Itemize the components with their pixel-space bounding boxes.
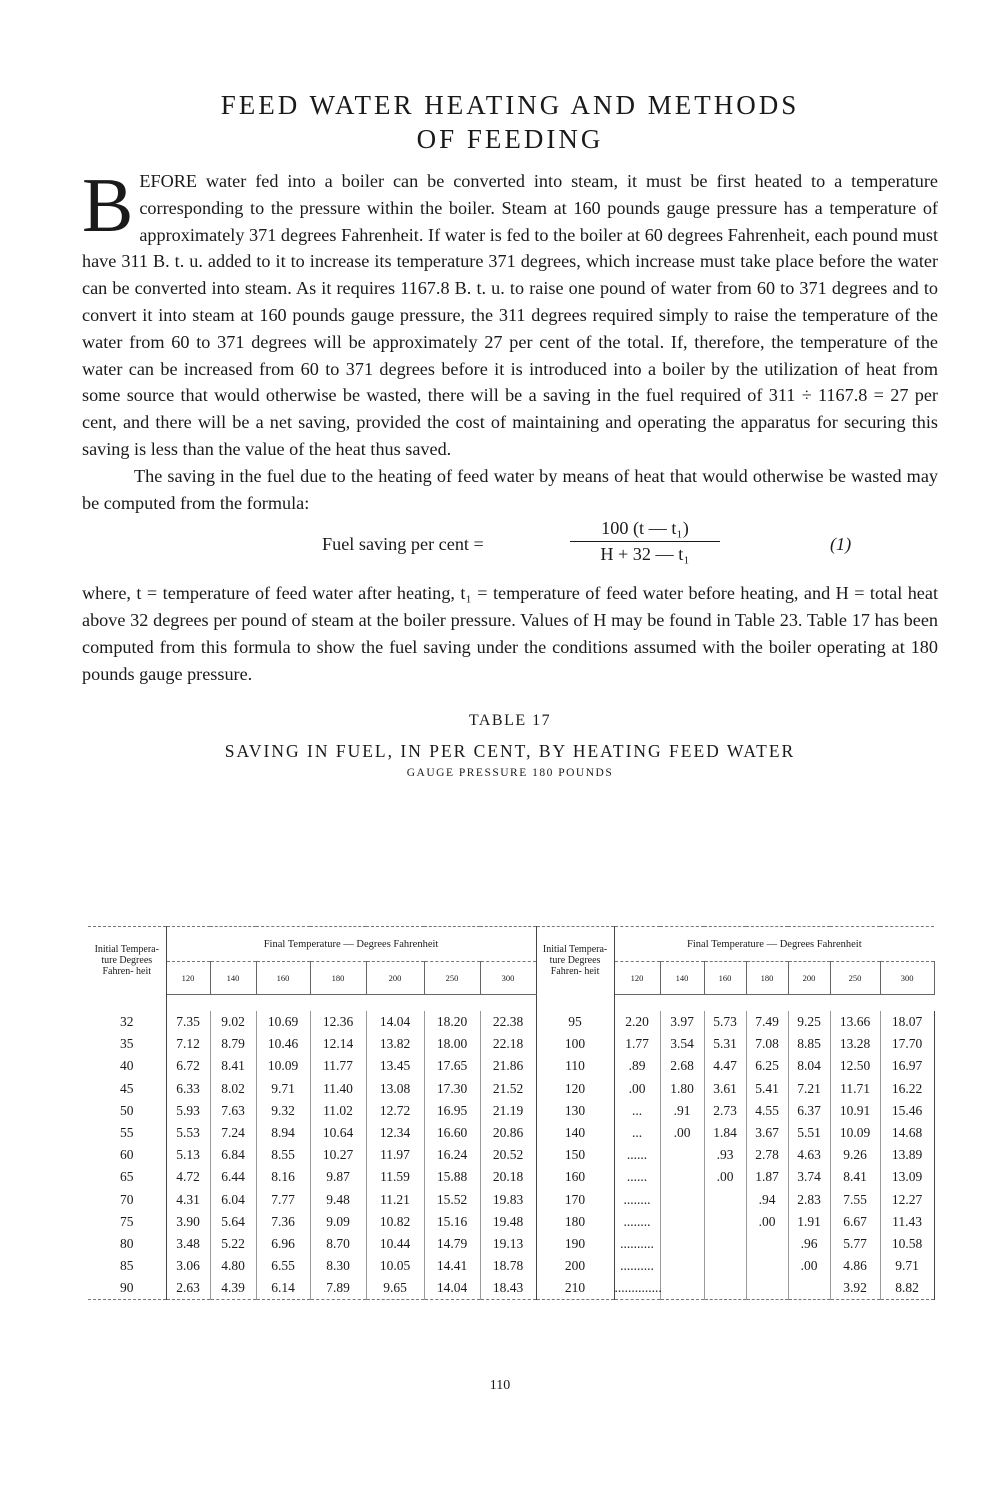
saving-value-cell: 4.31 (166, 1189, 210, 1211)
page-number: 110 (489, 1378, 511, 1393)
saving-value-cell: 8.70 (310, 1233, 366, 1255)
saving-value-cell: 18.78 (480, 1255, 536, 1277)
saving-value-cell: 2.83 (788, 1189, 830, 1211)
table-row (88, 1100, 934, 1122)
paragraph-1-text: EFORE water fed into a boiler can be converted into steam, it must be first heated to a temperature corresponding to the pressure within the boiler. Steam at 160 pounds gauge pressure has a temperature of approximately 371 degrees Fahrenheit. If water is fed to the boiler at 60 degrees Fahrenheit, each pound must have 311 B. t. u. added to it to increase its temperature 371 degrees, which increase must take place before the water can be converted into steam. As it requires 1167.8 B. t. u. to raise one pound of water from 60 to 371 degrees and to convert it into steam at 160 pounds gauge pressure, the 311 degrees required simply to raise the temperature of the water from 60 to 371 degrees will be approximately 27 per cent of the total. If, therefore, the temperature of the water can be increased from 60 to 371 degrees before it is introduced into a boiler by the utilization of heat from some source that would otherwise be wasted, there will be a saving in the fuel required of 311 ÷ 1167.8 = 27 per cent, and there will be a net saving, provided the cost of maintaining and operating the apparatus for securing this saving is less than the value of the heat thus saved. (82, 171, 938, 459)
saving-value-cell: 13.66 (830, 1011, 880, 1033)
saving-value-cell: 16.60 (424, 1122, 480, 1144)
saving-value-cell: .......... (614, 1255, 660, 1277)
saving-value-cell: 3.61 (704, 1078, 746, 1100)
initial-temp-cell: 170 (536, 1189, 614, 1211)
initial-temp-cell: 150 (536, 1144, 614, 1166)
saving-value-cell: 8.85 (788, 1033, 830, 1055)
saving-value-cell: 15.46 (880, 1100, 934, 1122)
saving-value-cell (660, 1144, 704, 1166)
saving-value-cell: .............. (614, 1277, 660, 1300)
saving-value-cell: 8.55 (256, 1144, 310, 1166)
saving-value-cell: 11.97 (366, 1144, 424, 1166)
initial-temp-cell: 55 (88, 1122, 166, 1144)
saving-value-cell: 7.55 (830, 1189, 880, 1211)
initial-temp-cell: 80 (88, 1233, 166, 1255)
saving-value-cell: 16.97 (880, 1055, 934, 1077)
saving-value-cell: 5.13 (166, 1144, 210, 1166)
table-spacer-row (88, 995, 934, 1012)
paragraph-1 (82, 162, 938, 463)
saving-value-cell: 13.45 (366, 1055, 424, 1077)
saving-value-cell: 8.30 (310, 1255, 366, 1277)
saving-value-cell: 16.22 (880, 1078, 934, 1100)
saving-value-cell: 13.28 (830, 1033, 880, 1055)
initial-temp-cell: 160 (536, 1166, 614, 1188)
saving-value-cell: 5.22 (210, 1233, 256, 1255)
saving-value-cell: ... (614, 1100, 660, 1122)
saving-value-cell: 6.96 (256, 1233, 310, 1255)
saving-value-cell: 12.34 (366, 1122, 424, 1144)
final-temp-col-header: 250 (830, 962, 880, 995)
final-temp-col-header: 160 (704, 962, 746, 995)
saving-value-cell: 13.89 (880, 1144, 934, 1166)
saving-value-cell: 16.24 (424, 1144, 480, 1166)
table-subtitle: GAUGE PRESSURE 180 POUNDS (406, 766, 614, 779)
saving-value-cell: 18.00 (424, 1033, 480, 1055)
final-temp-col-header: 140 (660, 962, 704, 995)
formula-numerator: 100 (t — t₁) (570, 516, 720, 542)
saving-value-cell: .96 (788, 1233, 830, 1255)
saving-value-cell: .00 (614, 1078, 660, 1100)
saving-value-cell: 3.97 (660, 1011, 704, 1033)
paragraph-3: where, t = temperature of feed water after heating, t₁ = temperature of feed water before heating, and H = total heat above 32 degrees per pound of steam at the boiler pressure. Values of H may be found in Table 23. Table 17 has been computed from this formula to show the fuel saving under the conditions assumed with the boiler operating at 180 pounds gauge pressure. (82, 583, 938, 684)
saving-value-cell: 5.41 (746, 1078, 788, 1100)
final-temp-header-left: Final Temperature — Degrees Fahrenheit (166, 927, 536, 962)
initial-temp-cell: 180 (536, 1211, 614, 1233)
saving-value-cell: 5.77 (830, 1233, 880, 1255)
table-row (88, 1277, 934, 1300)
saving-value-cell: .00 (660, 1122, 704, 1144)
saving-value-cell: 5.64 (210, 1211, 256, 1233)
saving-value-cell: 2.78 (746, 1144, 788, 1166)
page-title (82, 88, 938, 156)
saving-value-cell: 6.04 (210, 1189, 256, 1211)
saving-value-cell: 17.65 (424, 1055, 480, 1077)
saving-value-cell: 19.13 (480, 1233, 536, 1255)
table-title: SAVING IN FUEL, IN PER CENT, BY HEATING FEED WATER (224, 740, 796, 761)
saving-value-cell: 11.02 (310, 1100, 366, 1122)
saving-value-cell: 9.65 (366, 1277, 424, 1300)
final-temp-col-header: 120 (614, 962, 660, 995)
saving-value-cell (660, 1255, 704, 1277)
table-row (88, 1122, 934, 1144)
saving-value-cell: 4.55 (746, 1100, 788, 1122)
table-row (88, 1189, 934, 1211)
saving-value-cell (704, 1255, 746, 1277)
saving-value-cell: 5.73 (704, 1011, 746, 1033)
initial-temp-cell: 130 (536, 1100, 614, 1122)
saving-value-cell: 3.06 (166, 1255, 210, 1277)
final-temp-col-header: 120 (166, 962, 210, 995)
saving-value-cell: 9.02 (210, 1011, 256, 1033)
saving-value-cell: 21.52 (480, 1078, 536, 1100)
saving-value-cell: 4.47 (704, 1055, 746, 1077)
saving-value-cell (788, 1277, 830, 1300)
table-row (88, 1233, 934, 1255)
saving-value-cell: 3.67 (746, 1122, 788, 1144)
saving-value-cell: 12.50 (830, 1055, 880, 1077)
saving-value-cell: 20.52 (480, 1144, 536, 1166)
table-row (88, 1144, 934, 1166)
saving-value-cell: 7.89 (310, 1277, 366, 1300)
saving-value-cell: 16.95 (424, 1100, 480, 1122)
formula-number: (1) (830, 534, 852, 555)
saving-value-cell (660, 1211, 704, 1233)
final-temp-col-header: 300 (880, 962, 934, 995)
saving-value-cell: 22.18 (480, 1033, 536, 1055)
saving-value-cell: 4.39 (210, 1277, 256, 1300)
initial-temp-header-left: Initial Tempera- ture Degrees Fahren- heit (88, 927, 166, 995)
saving-value-cell: 15.88 (424, 1166, 480, 1188)
saving-value-cell: .93 (704, 1144, 746, 1166)
table-row (88, 1011, 934, 1033)
saving-value-cell: 10.27 (310, 1144, 366, 1166)
saving-value-cell (704, 1277, 746, 1300)
initial-temp-cell: 75 (88, 1211, 166, 1233)
saving-value-cell: 4.72 (166, 1166, 210, 1188)
saving-value-cell: 10.44 (366, 1233, 424, 1255)
saving-value-cell: 17.70 (880, 1033, 934, 1055)
title-line-2: OF FEEDING (416, 124, 604, 154)
drop-cap: B (82, 162, 134, 248)
saving-value-cell: 5.51 (788, 1122, 830, 1144)
table-header-row-1 (88, 927, 934, 962)
initial-temp-cell: 35 (88, 1033, 166, 1055)
saving-value-cell: 6.25 (746, 1055, 788, 1077)
initial-temp-cell: 95 (536, 1011, 614, 1033)
saving-value-cell (704, 1189, 746, 1211)
saving-value-cell: 3.74 (788, 1166, 830, 1188)
final-temp-col-header: 300 (480, 962, 536, 995)
fuel-saving-formula (82, 516, 938, 580)
initial-temp-cell: 70 (88, 1189, 166, 1211)
saving-value-cell: 12.36 (310, 1011, 366, 1033)
saving-value-cell: 8.41 (210, 1055, 256, 1077)
formula-fraction (570, 516, 720, 566)
saving-value-cell: 11.43 (880, 1211, 934, 1233)
saving-value-cell: 14.68 (880, 1122, 934, 1144)
saving-value-cell: 10.64 (310, 1122, 366, 1144)
saving-value-cell: 14.79 (424, 1233, 480, 1255)
saving-value-cell: 12.14 (310, 1033, 366, 1055)
initial-temp-cell: 32 (88, 1011, 166, 1033)
final-temp-col-header: 180 (310, 962, 366, 995)
saving-value-cell: 11.40 (310, 1078, 366, 1100)
saving-value-cell: ........ (614, 1211, 660, 1233)
saving-value-cell: 5.93 (166, 1100, 210, 1122)
saving-value-cell: 7.21 (788, 1078, 830, 1100)
saving-value-cell: 15.16 (424, 1211, 480, 1233)
table-label: TABLE 17 (468, 711, 552, 729)
saving-value-cell: 2.73 (704, 1100, 746, 1122)
saving-value-cell: 8.82 (880, 1277, 934, 1300)
saving-value-cell: .00 (788, 1255, 830, 1277)
final-temp-col-header: 180 (746, 962, 788, 995)
initial-temp-cell: 200 (536, 1255, 614, 1277)
saving-value-cell (746, 1233, 788, 1255)
saving-value-cell: 8.16 (256, 1166, 310, 1188)
final-temp-header-right: Final Temperature — Degrees Fahrenheit (614, 927, 934, 962)
final-temp-col-header: 200 (788, 962, 830, 995)
saving-value-cell: 4.63 (788, 1144, 830, 1166)
saving-value-cell: 3.90 (166, 1211, 210, 1233)
saving-value-cell (660, 1166, 704, 1188)
initial-temp-cell: 85 (88, 1255, 166, 1277)
saving-value-cell: 9.09 (310, 1211, 366, 1233)
saving-value-cell: 4.86 (830, 1255, 880, 1277)
saving-value-cell: 19.48 (480, 1211, 536, 1233)
saving-value-cell: 11.59 (366, 1166, 424, 1188)
saving-value-cell: 12.27 (880, 1189, 934, 1211)
initial-temp-cell: 190 (536, 1233, 614, 1255)
saving-value-cell: 14.41 (424, 1255, 480, 1277)
saving-value-cell: 7.35 (166, 1011, 210, 1033)
page (82, 88, 938, 782)
saving-value-cell: 21.19 (480, 1100, 536, 1122)
saving-value-cell: 20.18 (480, 1166, 536, 1188)
saving-value-cell: 5.31 (704, 1033, 746, 1055)
saving-value-cell: 10.91 (830, 1100, 880, 1122)
saving-value-cell: 9.48 (310, 1189, 366, 1211)
saving-value-cell: 10.46 (256, 1033, 310, 1055)
saving-value-cell: .89 (614, 1055, 660, 1077)
final-temp-col-header: 250 (424, 962, 480, 995)
saving-value-cell: 2.63 (166, 1277, 210, 1300)
saving-value-cell: 7.36 (256, 1211, 310, 1233)
saving-value-cell: .00 (704, 1166, 746, 1188)
saving-value-cell (704, 1233, 746, 1255)
paragraph-2: The saving in the fuel due to the heating of feed water by means of heat that would otherwise be wasted may be computed from the formula: (82, 465, 938, 513)
saving-value-cell: 8.94 (256, 1122, 310, 1144)
table-header-row-2 (88, 962, 934, 995)
saving-value-cell: .91 (660, 1100, 704, 1122)
saving-value-cell: 18.43 (480, 1277, 536, 1300)
saving-value-cell: 6.14 (256, 1277, 310, 1300)
final-temp-col-header: 200 (366, 962, 424, 995)
saving-value-cell: .00 (746, 1211, 788, 1233)
initial-temp-cell: 45 (88, 1078, 166, 1100)
saving-value-cell: 9.26 (830, 1144, 880, 1166)
initial-temp-cell: 140 (536, 1122, 614, 1144)
saving-value-cell: 3.54 (660, 1033, 704, 1055)
saving-value-cell: 1.77 (614, 1033, 660, 1055)
formula-denominator: H + 32 — t₁ (600, 544, 690, 565)
saving-value-cell: 10.82 (366, 1211, 424, 1233)
saving-value-cell: 14.04 (366, 1011, 424, 1033)
table-body (88, 995, 934, 1300)
saving-value-cell: 10.58 (880, 1233, 934, 1255)
table-row (88, 1211, 934, 1233)
saving-value-cell: 1.87 (746, 1166, 788, 1188)
final-temp-col-header: 160 (256, 962, 310, 995)
saving-value-cell: 6.55 (256, 1255, 310, 1277)
table-caption (82, 710, 938, 782)
saving-value-cell: 7.12 (166, 1033, 210, 1055)
table-row (88, 1078, 934, 1100)
saving-value-cell (746, 1277, 788, 1300)
table-row (88, 1033, 934, 1055)
saving-value-cell: 13.09 (880, 1166, 934, 1188)
saving-value-cell: ... (614, 1122, 660, 1144)
saving-value-cell: 1.91 (788, 1211, 830, 1233)
initial-temp-header-right: Initial Tempera- ture Degrees Fahren- heit (536, 927, 614, 995)
saving-value-cell: 3.92 (830, 1277, 880, 1300)
table-row (88, 1255, 934, 1277)
fuel-saving-table (88, 926, 935, 1300)
saving-value-cell: 4.80 (210, 1255, 256, 1277)
saving-value-cell: 3.48 (166, 1233, 210, 1255)
saving-value-cell: 13.08 (366, 1078, 424, 1100)
saving-value-cell: 11.71 (830, 1078, 880, 1100)
saving-value-cell: 12.72 (366, 1100, 424, 1122)
saving-value-cell: 19.83 (480, 1189, 536, 1211)
saving-value-cell: 11.21 (366, 1189, 424, 1211)
saving-value-cell: ...... (614, 1166, 660, 1188)
saving-value-cell: 8.79 (210, 1033, 256, 1055)
saving-value-cell: 20.86 (480, 1122, 536, 1144)
saving-value-cell: 15.52 (424, 1189, 480, 1211)
saving-value-cell: 6.37 (788, 1100, 830, 1122)
formula-lhs: Fuel saving per cent = (322, 534, 484, 555)
initial-temp-cell: 60 (88, 1144, 166, 1166)
saving-value-cell (660, 1233, 704, 1255)
saving-value-cell: 5.53 (166, 1122, 210, 1144)
saving-value-cell: 9.87 (310, 1166, 366, 1188)
saving-value-cell: 6.33 (166, 1078, 210, 1100)
saving-value-cell: 7.77 (256, 1189, 310, 1211)
saving-value-cell: 10.09 (830, 1122, 880, 1144)
saving-value-cell: 8.41 (830, 1166, 880, 1188)
final-temp-col-header: 140 (210, 962, 256, 995)
saving-value-cell (660, 1277, 704, 1300)
saving-value-cell: 1.80 (660, 1078, 704, 1100)
initial-temp-cell: 50 (88, 1100, 166, 1122)
saving-value-cell: 14.04 (424, 1277, 480, 1300)
saving-value-cell (746, 1255, 788, 1277)
saving-value-cell: 10.69 (256, 1011, 310, 1033)
initial-temp-cell: 120 (536, 1078, 614, 1100)
initial-temp-cell: 100 (536, 1033, 614, 1055)
saving-value-cell: ...... (614, 1144, 660, 1166)
table-row (88, 1055, 934, 1077)
saving-value-cell: 6.44 (210, 1166, 256, 1188)
saving-value-cell: ........ (614, 1189, 660, 1211)
saving-value-cell: 11.77 (310, 1055, 366, 1077)
saving-value-cell: 13.82 (366, 1033, 424, 1055)
saving-value-cell (704, 1211, 746, 1233)
saving-value-cell: 7.49 (746, 1011, 788, 1033)
saving-value-cell: 6.67 (830, 1211, 880, 1233)
saving-value-cell: 18.07 (880, 1011, 934, 1033)
saving-value-cell: 18.20 (424, 1011, 480, 1033)
saving-value-cell: 8.02 (210, 1078, 256, 1100)
initial-temp-cell: 210 (536, 1277, 614, 1300)
title-line-1: FEED WATER HEATING AND METHODS (220, 90, 800, 120)
saving-value-cell: 7.08 (746, 1033, 788, 1055)
saving-value-cell: 9.71 (880, 1255, 934, 1277)
table-row (88, 1166, 934, 1188)
saving-value-cell: 2.68 (660, 1055, 704, 1077)
saving-value-cell: 9.71 (256, 1078, 310, 1100)
saving-value-cell: .......... (614, 1233, 660, 1255)
saving-value-cell: 7.24 (210, 1122, 256, 1144)
saving-value-cell: 9.32 (256, 1100, 310, 1122)
saving-value-cell: .94 (746, 1189, 788, 1211)
saving-value-cell: 17.30 (424, 1078, 480, 1100)
saving-value-cell: 21.86 (480, 1055, 536, 1077)
saving-value-cell: 10.09 (256, 1055, 310, 1077)
saving-value-cell: 1.84 (704, 1122, 746, 1144)
saving-value-cell: 22.38 (480, 1011, 536, 1033)
saving-value-cell: 10.05 (366, 1255, 424, 1277)
saving-value-cell: 6.84 (210, 1144, 256, 1166)
fuel-saving-table-wrapper (88, 926, 934, 1300)
initial-temp-cell: 90 (88, 1277, 166, 1300)
initial-temp-cell: 40 (88, 1055, 166, 1077)
initial-temp-cell: 65 (88, 1166, 166, 1188)
saving-value-cell: 6.72 (166, 1055, 210, 1077)
initial-temp-cell: 110 (536, 1055, 614, 1077)
saving-value-cell: 8.04 (788, 1055, 830, 1077)
saving-value-cell: 7.63 (210, 1100, 256, 1122)
saving-value-cell (660, 1189, 704, 1211)
saving-value-cell: 9.25 (788, 1011, 830, 1033)
saving-value-cell: 2.20 (614, 1011, 660, 1033)
